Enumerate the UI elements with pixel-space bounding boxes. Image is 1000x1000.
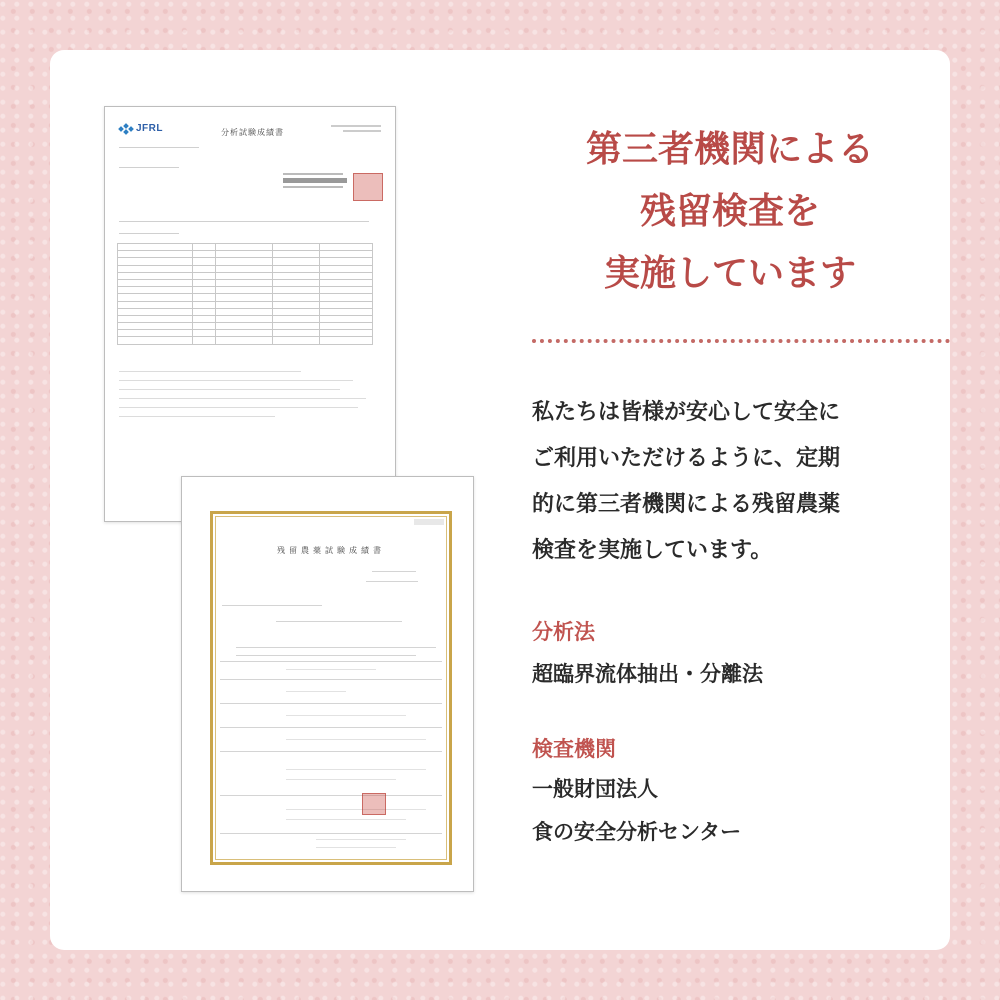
main-heading	[530, 118, 930, 304]
content-card	[50, 50, 950, 950]
inspection-agency-value	[532, 768, 741, 854]
certificate-gold-frame	[210, 511, 452, 865]
report-reference	[331, 123, 381, 132]
analysis-method-value: 超臨界流体抽出・分離法	[532, 662, 763, 686]
red-seal-stamp-2	[362, 793, 386, 815]
description-line-1: 私たちは皆様が安心して安全に	[532, 400, 841, 425]
pesticide-certificate-image	[181, 476, 474, 892]
red-seal-stamp	[353, 173, 383, 201]
jfrl-logo-text: JFRL	[136, 123, 163, 134]
description-line-3: 的に第三者機関による残留農薬	[532, 492, 841, 517]
heading-line-1: 第三者機関による	[585, 128, 874, 170]
description-line-2: ご利用いただけるように、定期	[532, 446, 841, 471]
heading-line-3: 実施しています	[603, 252, 856, 294]
report-notes	[119, 371, 379, 425]
dotted-divider	[532, 339, 950, 343]
description-text	[532, 390, 952, 574]
jfrl-logo	[119, 123, 163, 134]
issuer-block	[283, 173, 347, 188]
inspection-agency-label: 検査機関	[532, 737, 616, 761]
pesticide-certificate-title: 残留農薬試験成績書	[277, 546, 385, 555]
description-line-4: 検査を実施しています。	[532, 538, 773, 563]
inspection-agency-line-2: 食の安全分析センター	[532, 820, 742, 844]
inspection-agency-line-1: 一般財団法人	[532, 777, 658, 801]
heading-line-2: 残留検査を	[639, 190, 820, 232]
analysis-method-label: 分析法	[532, 620, 595, 644]
analysis-report-image	[104, 106, 396, 522]
jfrl-logo-icon	[119, 124, 133, 134]
results-table	[117, 243, 373, 345]
analysis-report-title: 分析試験成績書	[221, 128, 284, 137]
